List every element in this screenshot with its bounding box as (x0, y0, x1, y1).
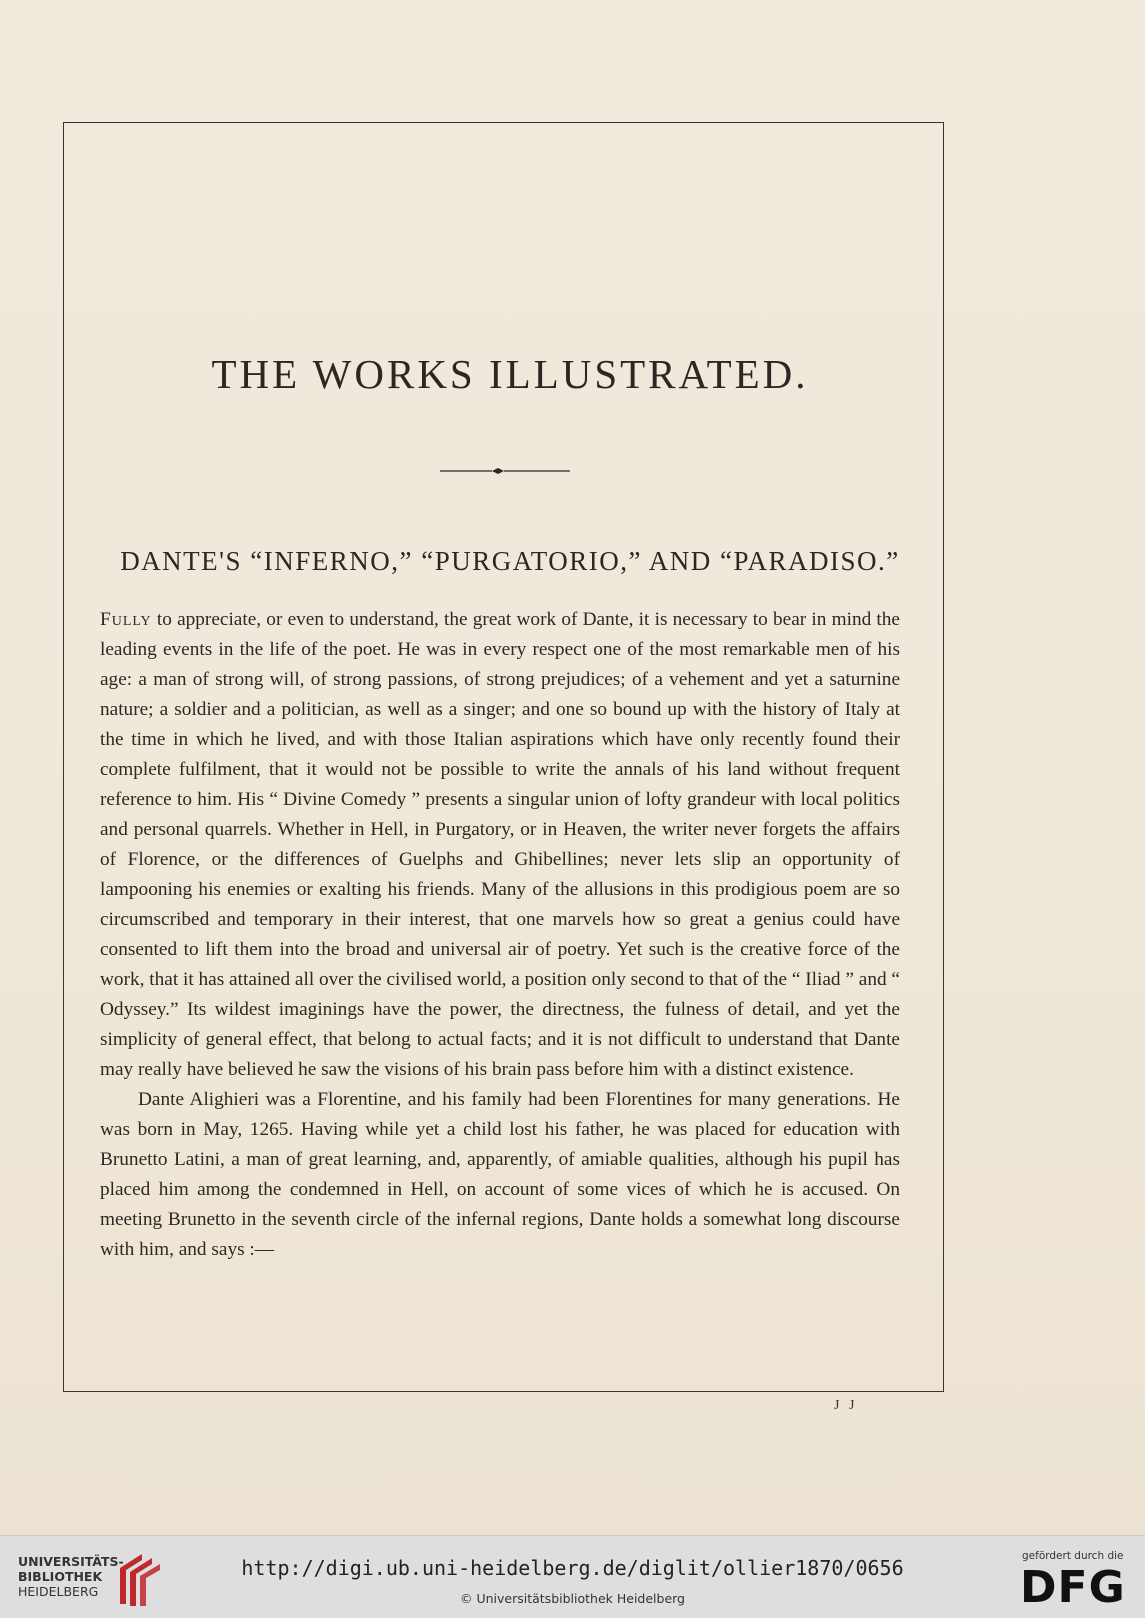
body-text (100, 605, 900, 1265)
drop-word: Fully (100, 609, 152, 630)
paragraph-2: Dante Alighieri was a Florentine, and his family had been Florentines for many generations. He was born in May, 1265. Having while yet a child lost his father, he was placed for education with Brunetto Latini, a man of great learning, and, apparently, of amiable qualities, although his pupil has placed him among the condemned in Hell, on account of some vices of which he is accused. On meeting Brunetto in the seventh circle of the infernal regions, Dante holds a somewhat long discourse with him, and says :— (100, 1089, 900, 1260)
ornament-divider (440, 466, 570, 476)
section-heading: DANTE'S “INFERNO,” “PURGATORIO,” AND “PARADISO.” (120, 546, 900, 576)
paragraph-1-text: to appreciate, or even to understand, the great work of Dante, it is necessary to bear in mind the leading events in the life of the poet. He was in every respect one of the most remarkable men of his age: a man of strong will, of strong passions, of strong prejudices; of a vehement and yet a saturnine nature; a soldier and a politician, as well as a singer; and one so bound up with the history of Italy at the time in which he lived, and with those Italian aspirations which have only recently found their complete fulfilment, that it would not be possible to write the annals of his land without frequent reference to him. His “ Divine Comedy ” presents a singular union of lofty grandeur with local politics and personal quarrels. Whether in Hell, in Purgatory, or in Heaven, the writer never forgets the affairs of Florence, or the differences of Guelphs and Ghibellines; never lets slip an opportunity of lampooning his enemies or exalting his friends. Many of the allusions in this prodigious poem are so circumscribed and temporary in their interest, that one marvels how so great a genius could have consented to lift them into the broad and universal air of poetry. Yet such is the creative force of the work, that it has attained all over the civilised world, a position only second to that of the “ Iliad ” and “ Odyssey.” Its wildest imaginings have the power, the directness, the fulness of detail, and yet the simplicity of general effect, that belong to actual facts; and it is not difficult to understand that Dante may really have believed he saw the visions of his brain pass before him with a distinct existence. (100, 609, 900, 1080)
library-logo-text: UNIVERSITÄTS- BIBLIOTHEK HEIDELBERG (18, 1554, 124, 1599)
permalink-url[interactable]: http://digi.ub.uni-heidelberg.de/diglit/ollier1870/0656 (241, 1556, 904, 1580)
page-title: THE WORKS ILLUSTRATED. (211, 351, 809, 397)
footer-bar (0, 1535, 1145, 1618)
dfg-logo: DFG (1020, 1562, 1126, 1613)
copyright-notice: © Universitätsbibliothek Heidelberg (459, 1591, 685, 1606)
funding-label: gefördert durch die (1022, 1550, 1124, 1562)
paragraph-1 (100, 605, 900, 1085)
signature-mark: J J (834, 1398, 858, 1413)
